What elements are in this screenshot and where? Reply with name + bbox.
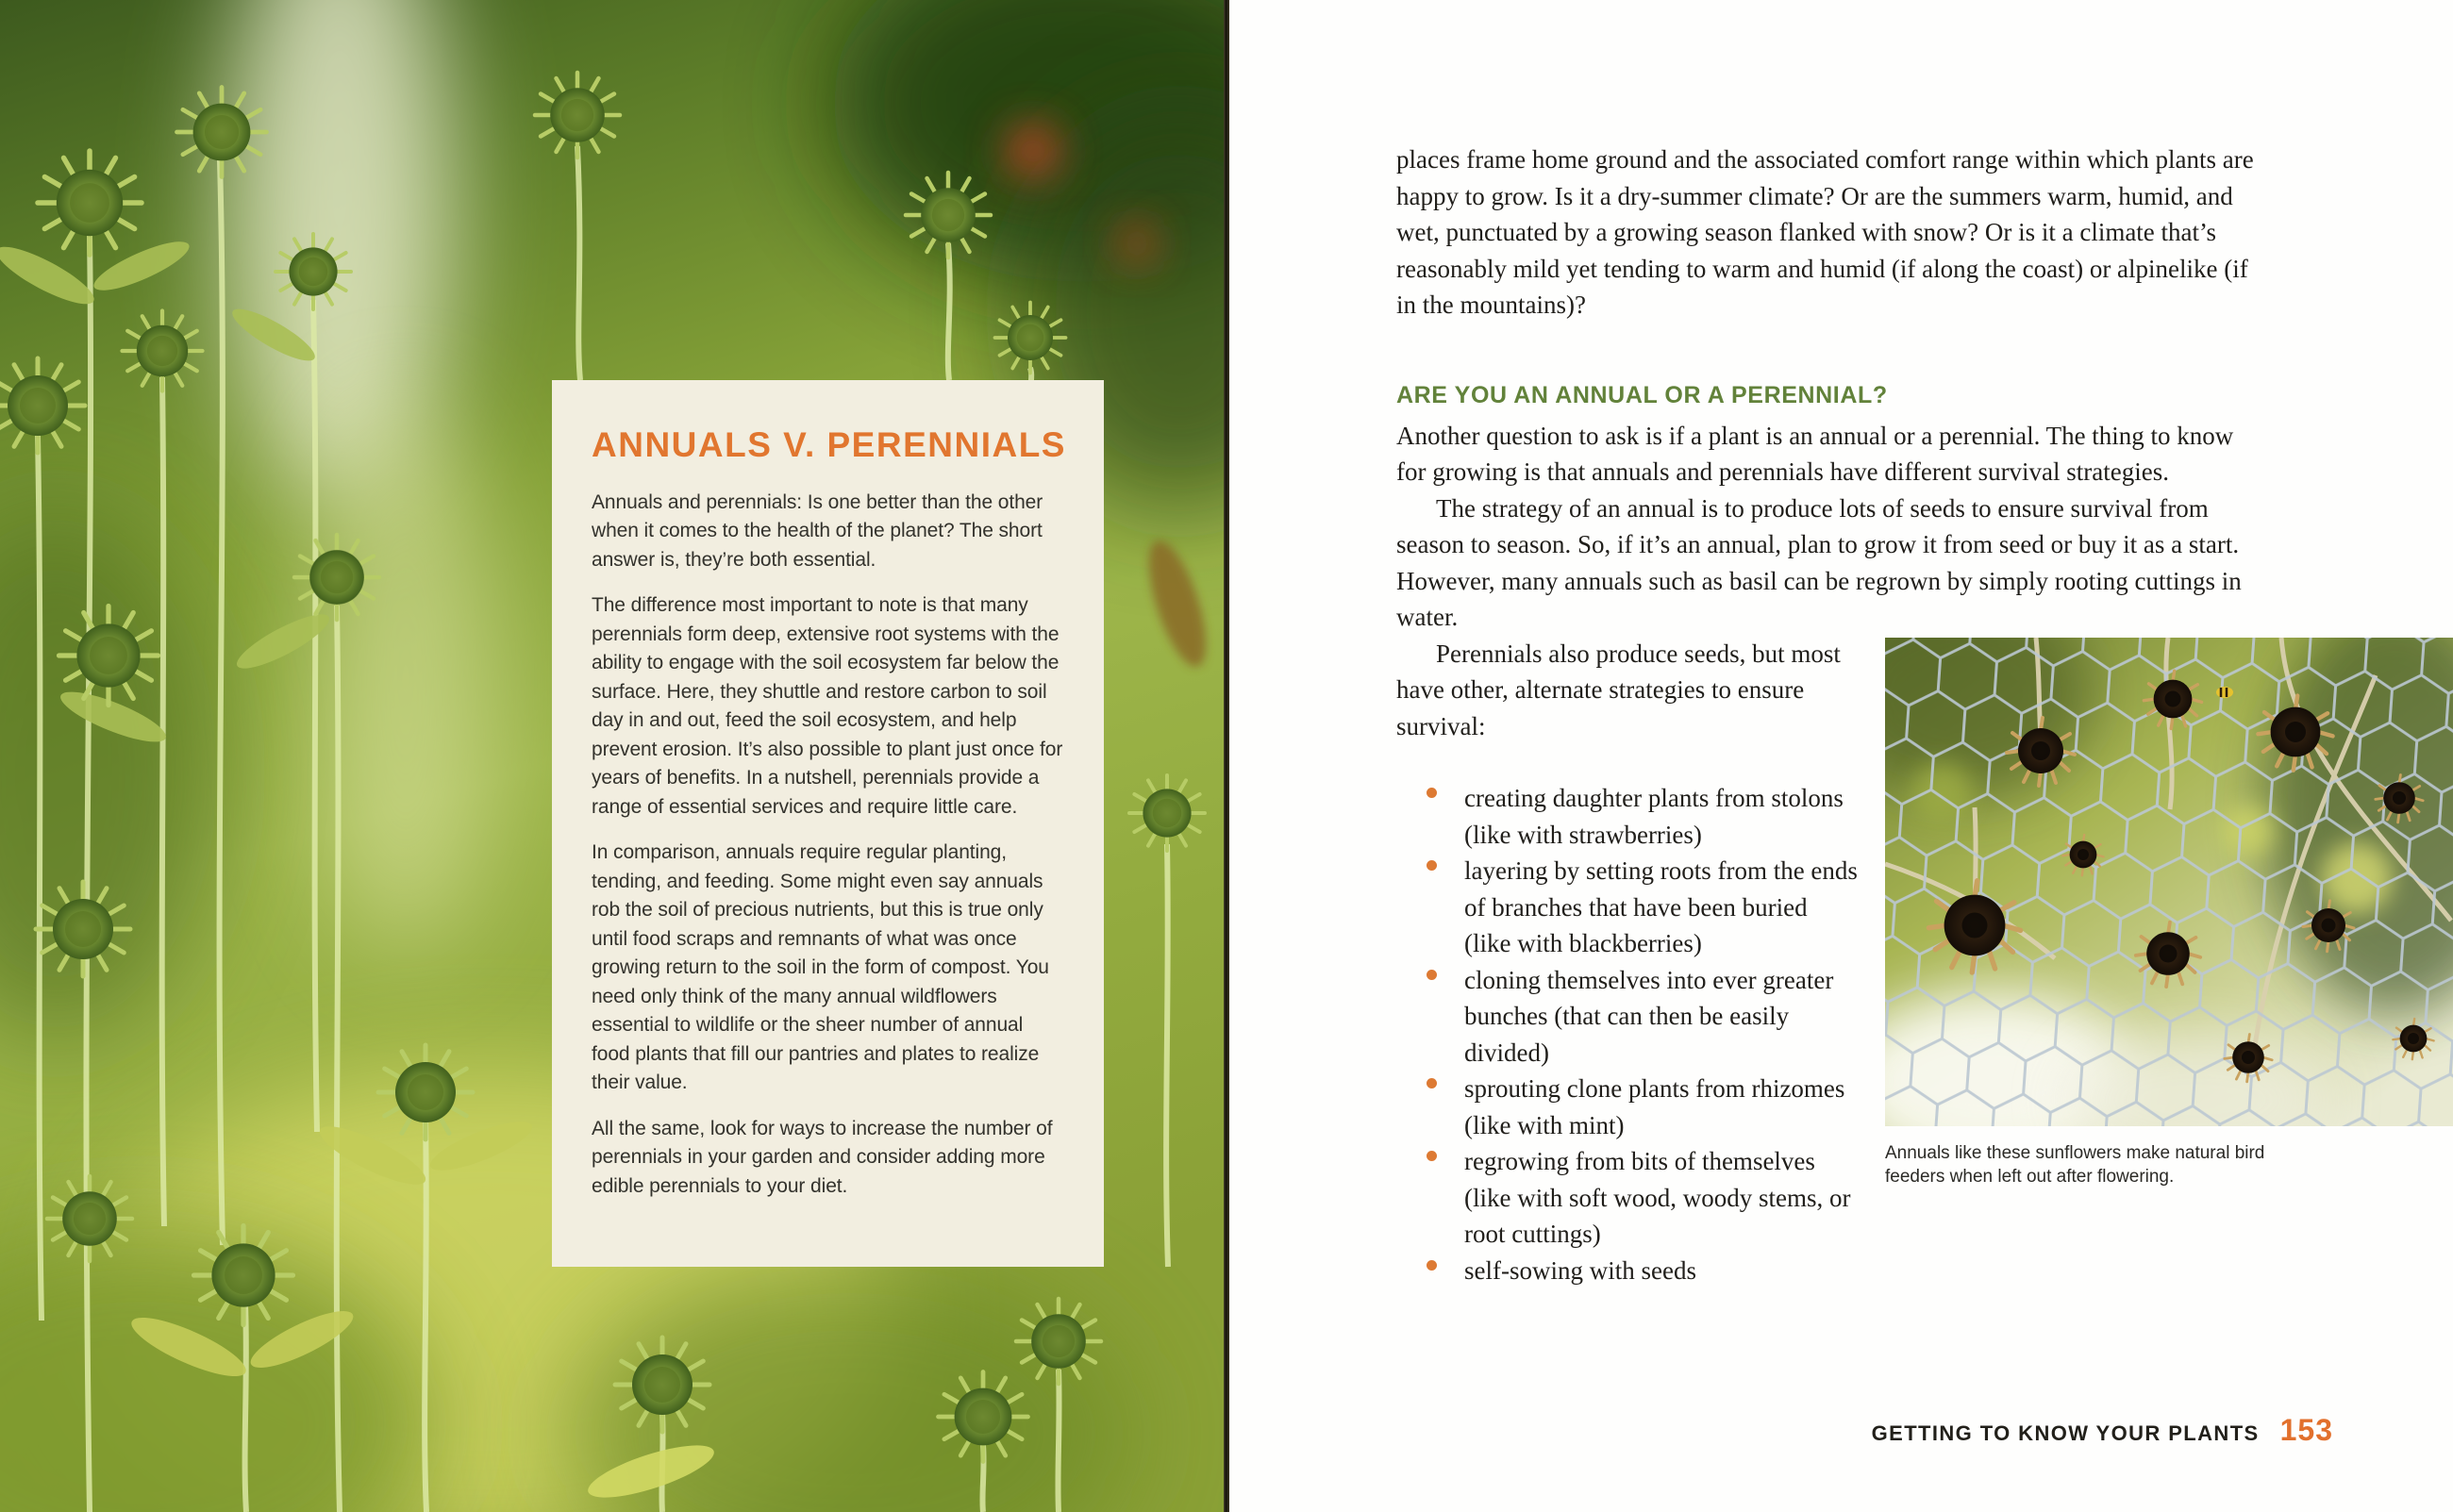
photo-caption: Annuals like these sunflowers make natural bird feeders when left out after flowering.	[1885, 1142, 2265, 1187]
bullet-icon	[1427, 788, 1437, 798]
list-item-text: regrowing from bits of themselves (like with soft wood, woody stems, or root cuttings)	[1464, 1147, 1851, 1248]
bee	[2216, 687, 2233, 698]
sidebar-paragraph: Annuals and perennials: Is one better than the other when it comes to the health of the planet? The short answer is, they’re both essential.	[592, 490, 1043, 571]
body-paragraph: Another question to ask is if a plant is an annual or a perennial. The thing to know for growing is that annuals and perennials have different survival strategies.	[1396, 421, 2234, 486]
annuals-v-perennials-sidebar	[552, 380, 1104, 1267]
sidebar-paragraph: In comparison, annuals require regular planting, tending, and feeding. Some might even say annuals rob the soil of precious nutrients, but this is true only until food scraps and remnants of what was once growing return to the soil in the form of compost. You need only think of the many annual wildflowers essential to wildlife or the sheer number of annual food plants that fill our pantries and plates to realize their value.	[592, 841, 1049, 1094]
body-paragraph: The strategy of an annual is to produce lots of seeds to ensure survival from season to season. So, if it’s an annual, plan to grow it from seed or buy it as a start. However, many annuals such as basil can be regrown by simply rooting cuttings in water.	[1396, 493, 2242, 631]
sidebar-paragraph: The difference most important to note is that many perennials form deep, extensive root systems with the ability to engage with the soil ecosystem far below the surface. Here, they shuttle and restore carbon to soil day in and out, feed the soil ecosystem, and help prevent erosion. It’s also possible to plant just once for years of benefits. In a nutshell, perennials provide a range of essential services and require little care.	[592, 594, 1063, 818]
list-item-text: sprouting clone plants from rhizomes (like with mint)	[1464, 1074, 1845, 1139]
bullet-icon	[1427, 1078, 1437, 1088]
body-text-column	[1396, 141, 2265, 1288]
list-item	[1396, 1143, 2257, 1253]
right-page	[1229, 0, 2453, 1512]
page-number: 153	[2279, 1413, 2333, 1447]
section-heading: ARE YOU AN ANNUAL OR A PERENNIAL?	[1396, 381, 1888, 408]
list-item	[1396, 1071, 2257, 1143]
sidebar-title: ANNUALS V. PERENNIALS	[592, 425, 1066, 464]
bullet-icon	[1427, 860, 1437, 871]
bullet-icon	[1427, 1151, 1437, 1161]
list-item	[1396, 853, 2257, 962]
list-item	[1396, 1253, 2257, 1289]
bullet-icon	[1427, 1260, 1437, 1271]
list-item-text: layering by setting roots from the ends of branches that have been buried (like with blackberries)	[1464, 856, 1858, 957]
running-head: GETTING TO KNOW YOUR PLANTS	[1871, 1421, 2260, 1445]
list-item-text: creating daughter plants from stolons (like with strawberries)	[1464, 784, 1844, 849]
intro-paragraph: places frame home ground and the associated comfort range within which plants are happy to grow. Is it a dry-summer climate? Or are the summers warm, humid, and wet, punctuated by a growing season flanked with snow? Or is it a climate that’s reasonably mild yet tending to warm and humid (if along the coast) or alpinelike (if in the mountains)?	[1396, 145, 2254, 319]
page-footer	[1872, 1413, 2333, 1448]
list-item-text: cloning themselves into ever greater bunches (that can then be easily divided)	[1464, 965, 1834, 1067]
list-item-text: self-sowing with seeds	[1464, 1255, 1696, 1285]
strategies-list	[1396, 780, 2257, 1288]
body-paragraph: Perennials also produce seeds, but most have other, alternate strategies to ensure survival:	[1396, 639, 1841, 740]
list-item	[1396, 962, 2257, 1072]
sidebar-paragraph: All the same, look for ways to increase the number of perennials in your garden and consider adding more edible perennials to your diet.	[592, 1117, 1053, 1197]
list-item	[1396, 780, 2257, 853]
bullet-icon	[1427, 970, 1437, 980]
